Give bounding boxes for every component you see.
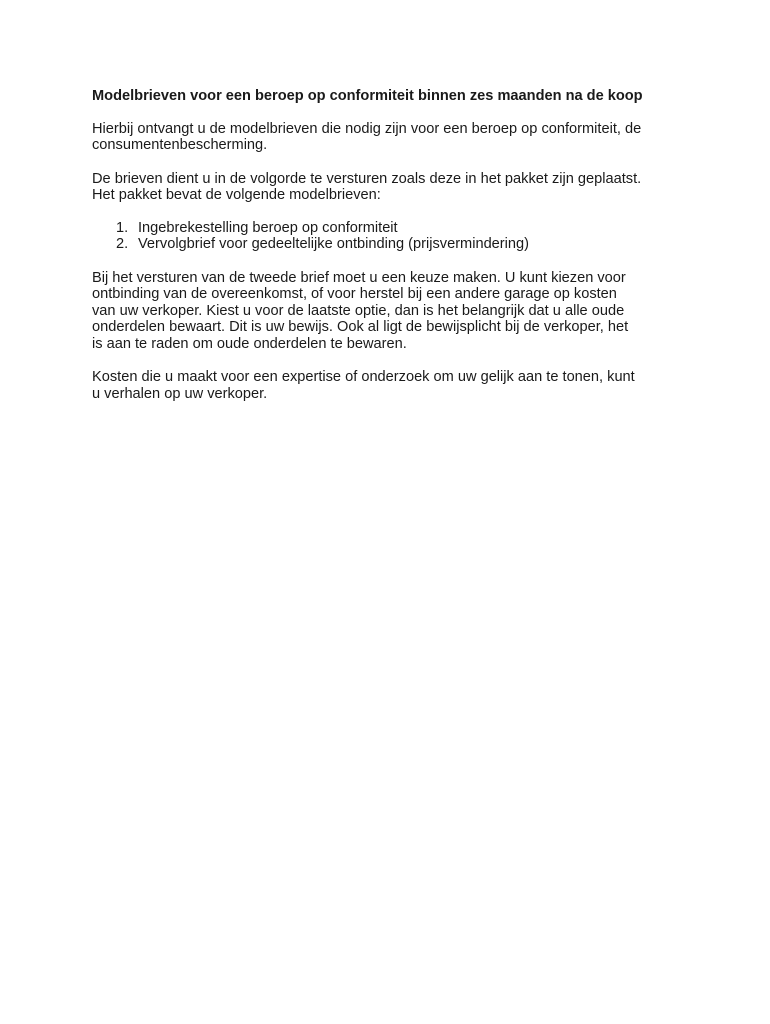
- text-line: ontbinding van de overeenkomst, of voor herstel bij een andere garage op kosten: [92, 286, 617, 302]
- text-line: Hierbij ontvangt u de modelbrieven die nodig zijn voor een beroep op conformiteit, de: [92, 120, 642, 137]
- text-line: u verhalen op uw verkoper.: [92, 385, 268, 402]
- text-line: Bij het versturen van de tweede brief moet u een keuze maken. U kunt kiezen voor: [92, 269, 626, 286]
- text-line: van uw verkoper. Kiest u voor de laatste optie, dan is het belangrijk dat u alle oude: [92, 302, 625, 319]
- document-body: [92, 88, 692, 419]
- list-item: [92, 236, 692, 253]
- intro-paragraph: [92, 121, 692, 154]
- letters-list: [92, 220, 692, 253]
- order-paragraph: [92, 171, 692, 204]
- text-line: Het pakket bevat de volgende modelbrieven:: [92, 187, 381, 203]
- choice-paragraph: [92, 270, 692, 353]
- document-title: Modelbrieven voor een beroep op conformiteit binnen zes maanden na de koop: [92, 88, 643, 104]
- list-item: [92, 220, 692, 237]
- text-line: De brieven dient u in de volgorde te versturen zoals deze in het pakket zijn geplaatst.: [92, 170, 642, 187]
- text-line: is aan te raden om oude onderdelen te bewaren.: [92, 335, 407, 352]
- list-item-text: Vervolgbrief voor gedeeltelijke ontbinding (prijsvermindering): [138, 236, 529, 252]
- list-item-number: 2.: [116, 236, 129, 252]
- list-item-number: 1.: [116, 219, 129, 236]
- list-item-text: Ingebrekestelling beroep op conformiteit: [138, 219, 398, 236]
- text-line: onderdelen bewaart. Dit is uw bewijs. Ook al ligt de bewijsplicht bij de verkoper, het: [92, 319, 629, 335]
- text-line: Kosten die u maakt voor een expertise of onderzoek om uw gelijk aan te tonen, kunt: [92, 369, 635, 385]
- costs-paragraph: [92, 369, 692, 402]
- text-line: consumentenbescherming.: [92, 137, 268, 153]
